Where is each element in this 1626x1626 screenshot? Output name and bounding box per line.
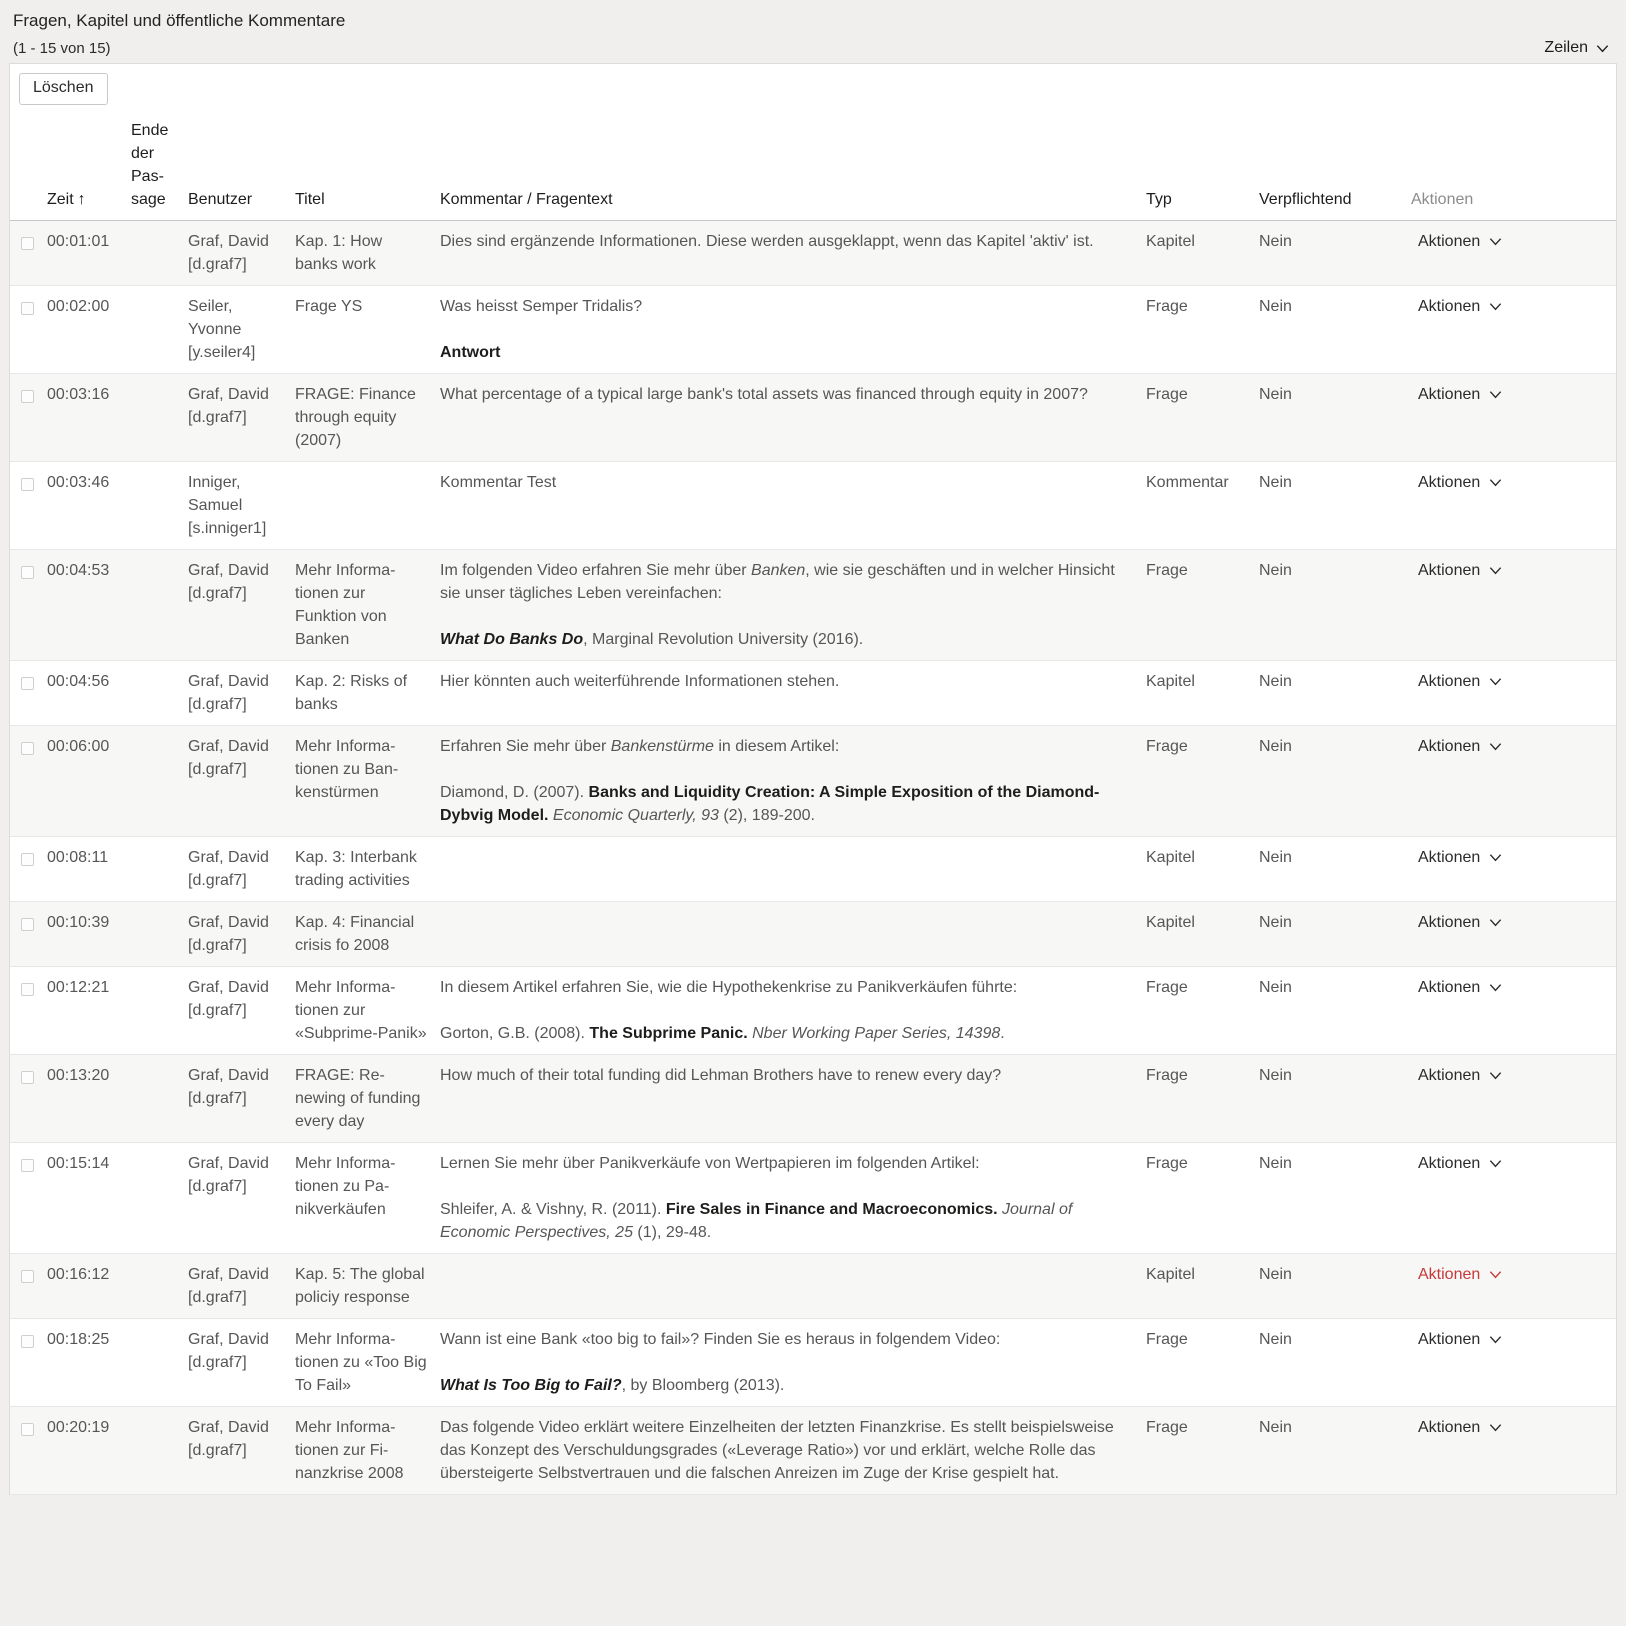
row-checkbox[interactable] [21,478,34,491]
comment-segment: What Do Banks Do [440,631,584,648]
row-select-cell [10,1416,47,1485]
cell-verpflichtend: Nein [1259,914,1292,931]
sort-asc-icon: ↑ [77,191,86,208]
cell-verpflichtend: Nein [1259,298,1292,315]
comment-segment: Banks and Liquidity Creation: A Simple Exposition of the Diamond-Dybvig Model. [440,784,1100,824]
cell-kommentar [440,735,1146,827]
row-checkbox[interactable] [21,677,34,690]
comment-segment: Nber Working Paper Series, 14398 [752,1025,1001,1042]
cell-ende-der-passage [131,295,188,364]
cell-titel: Kap. 4: Financial crisis fo 2008 [295,914,415,954]
comment-paragraph [440,735,1128,758]
chevron-down-icon [1488,850,1503,865]
table-row [10,661,1616,726]
comment-segment: Journal of Economic Perspectives, 25 [440,1201,1073,1241]
row-checkbox[interactable] [21,1159,34,1172]
comment-segment: What Is Too Big to Fail? [440,1377,622,1394]
table-row [10,1319,1616,1407]
table-row [10,1055,1616,1143]
row-checkbox[interactable] [21,1335,34,1348]
row-aktionen-button[interactable]: Aktionen [1418,1152,1503,1175]
cell-titel: Mehr Informationen zu «Too Big To Fail» [295,1331,427,1394]
cell-zeit: 00:13:20 [47,1067,110,1084]
header-aktionen: Aktionen [1411,191,1474,208]
comment-segment: Wann ist eine Bank «too big to fail»? Finden Sie es heraus in folgendem Video: [440,1331,1001,1348]
cell-typ: Frage [1146,386,1188,403]
comment-segment: Gorton, G.B. (2008). [440,1025,590,1042]
cell-verpflichtend: Nein [1259,673,1292,690]
table-row [10,221,1616,286]
comment-paragraph [440,295,1128,318]
comment-segment: Bankenstürme [610,738,714,755]
chevron-down-icon [1488,475,1503,490]
cell-kommentar [440,976,1146,1045]
cell-aktionen [1406,846,1616,892]
cell-typ: Kapitel [1146,673,1195,690]
page-title: Fragen, Kapitel und öffentliche Kommentare [13,11,346,30]
cell-titel: Kap. 2: Risks of banks [295,673,408,713]
comment-segment: Fire Sales in Finance and Macroeconomics. [665,1201,998,1218]
delete-button[interactable]: Löschen [19,73,108,105]
cell-kommentar [440,383,1146,452]
comment-paragraph [440,1064,1128,1087]
chevron-down-icon [1488,980,1503,995]
table-row [10,967,1616,1055]
table-header-row [10,119,1616,221]
comment-segment: Diamond, D. (2007). [440,784,589,801]
table-row [10,550,1616,661]
comment-paragraph [440,1374,1128,1397]
chevron-down-icon [1488,1332,1503,1347]
result-count: (1 - 15 von 15) [13,40,111,57]
cell-zeit: 00:15:14 [47,1155,110,1172]
comment-paragraph [440,1198,1128,1244]
cell-benutzer: Graf, David [d.graf7] [188,233,269,273]
cell-kommentar [440,295,1146,364]
cell-zeit: 00:12:21 [47,979,110,996]
rows-per-page-control[interactable] [1544,39,1610,57]
comment-paragraph [440,1328,1128,1351]
cell-benutzer: Graf, David [d.graf7] [188,914,269,954]
table-toolbar [10,64,1616,105]
cell-aktionen [1406,911,1616,957]
cell-verpflichtend: Nein [1259,233,1292,250]
cell-typ: Kapitel [1146,233,1195,250]
header-select [10,207,47,211]
cell-aktionen [1406,976,1616,1045]
row-aktionen-button[interactable]: Aktionen [1418,911,1503,934]
table-row [10,837,1616,902]
cell-ende-der-passage [131,1064,188,1133]
row-checkbox[interactable] [21,390,34,403]
cell-aktionen [1406,1152,1616,1244]
cell-titel: Kap. 3: Interbank trading activities [295,849,417,889]
row-checkbox[interactable] [21,1423,34,1436]
cell-titel: Kap. 1: How banks work [295,233,383,273]
cell-verpflichtend: Nein [1259,1266,1292,1283]
row-select-cell [10,735,47,827]
row-aktionen-button[interactable]: Aktionen [1418,230,1503,253]
chevron-down-icon [1488,739,1503,754]
cell-titel: FRAGE: Finance through equity (2007) [295,386,416,449]
cell-benutzer: Graf, David [d.graf7] [188,1067,269,1107]
row-aktionen-button[interactable]: Aktionen [1418,846,1503,869]
chevron-down-icon [1488,674,1503,689]
cell-ende-der-passage [131,1328,188,1397]
cell-typ: Frage [1146,1419,1188,1436]
cell-ende-der-passage [131,911,188,957]
cell-aktionen [1406,735,1616,827]
table-row [10,286,1616,374]
row-aktionen-button[interactable]: Aktionen [1418,1328,1503,1351]
row-checkbox[interactable] [21,302,34,315]
cell-aktionen [1406,230,1616,276]
cell-zeit: 00:03:16 [47,386,110,403]
cell-benutzer: Graf, David [d.graf7] [188,562,269,602]
cell-titel: Mehr Informationen zu Panikverkäufen [295,1155,396,1218]
row-aktionen-button[interactable]: Aktionen [1418,295,1503,318]
cell-zeit: 00:16:12 [47,1266,110,1283]
cell-ende-der-passage [131,976,188,1045]
table-row [10,462,1616,550]
chevron-down-icon [1488,387,1503,402]
chevron-down-icon [1488,1267,1503,1282]
cell-benutzer: Graf, David [d.graf7] [188,1155,269,1195]
table-body [10,221,1616,1495]
comment-segment: Kommentar Test [440,474,557,491]
cell-kommentar [440,1416,1146,1485]
cell-verpflichtend: Nein [1259,738,1292,755]
comment-segment: in diesem Artikel: [713,738,840,755]
table-row [10,726,1616,837]
cell-zeit: 00:20:19 [47,1419,110,1436]
row-select-cell [10,383,47,452]
cell-titel: Frage YS [295,298,363,315]
cell-typ: Frage [1146,562,1188,579]
chevron-down-icon [1488,1420,1503,1435]
comment-paragraph [440,230,1128,253]
cell-zeit: 00:04:53 [47,562,110,579]
comment-segment: Shleifer, A. & Vishny, R. (2011). [440,1201,666,1218]
cell-aktionen [1406,383,1616,452]
comment-segment: What percentage of a typical large bank's total assets was financed through equity in 2007? [440,386,1088,403]
chevron-down-icon [1488,915,1503,930]
comment-paragraph [440,781,1128,827]
comment-paragraph [440,471,1128,494]
row-aktionen-button[interactable]: Aktionen [1418,383,1503,406]
header-verpflichtend: Verpflichtend [1259,191,1352,208]
cell-titel: Mehr Informationen zu Bankenstürmen [295,738,399,801]
chevron-down-icon [1595,41,1610,56]
cell-ende-der-passage [131,1416,188,1485]
row-aktionen-button[interactable]: Aktionen [1418,559,1503,582]
cell-zeit: 00:01:01 [47,233,110,250]
cell-verpflichtend: Nein [1259,474,1292,491]
header-titel: Titel [295,191,325,208]
cell-zeit: 00:02:00 [47,298,110,315]
header-ende-der-passage: Ende der Passage [131,122,169,208]
cell-benutzer: Graf, David [d.graf7] [188,1331,269,1371]
row-aktionen-button[interactable]: Aktionen [1418,471,1503,494]
comment-paragraph [440,628,1128,651]
cell-ende-der-passage [131,471,188,540]
cell-typ: Frage [1146,1155,1188,1172]
row-aktionen-button[interactable]: Aktionen [1418,976,1503,999]
cell-aktionen [1406,559,1616,651]
cell-ende-der-passage [131,670,188,716]
cell-aktionen [1406,295,1616,364]
comment-segment: The Subprime Panic. [589,1025,748,1042]
comment-segment: , by Bloomberg (2013). [621,1377,785,1394]
cell-kommentar [440,846,1146,892]
row-checkbox[interactable] [21,1270,34,1283]
row-checkbox[interactable] [21,918,34,931]
comment-segment: . [1000,1025,1005,1042]
chevron-down-icon [1488,563,1503,578]
cell-zeit: 00:04:56 [47,673,110,690]
chevron-down-icon [1488,1156,1503,1171]
rows-control-label: Zeilen [1544,39,1588,56]
cell-kommentar [440,670,1146,716]
table-row [10,1254,1616,1319]
cell-kommentar [440,559,1146,651]
chevron-down-icon [1488,234,1503,249]
row-checkbox[interactable] [21,853,34,866]
row-checkbox[interactable] [21,1071,34,1084]
comment-segment: (1), 29-48. [632,1224,712,1241]
comment-segment: , Marginal Revolution University (2016). [583,631,864,648]
cell-verpflichtend: Nein [1259,1155,1292,1172]
page-header [0,0,1626,63]
comment-segment: In diesem Artikel erfahren Sie, wie die Hypothekenkrise zu Panikverkäufen führte: [440,979,1018,996]
cell-benutzer: Graf, David [d.graf7] [188,849,269,889]
comment-segment: Antwort [440,344,501,361]
comment-paragraph [440,383,1128,406]
comment-segment: Lernen Sie mehr über Panikverkäufe von Wertpapieren im folgenden Artikel: [440,1155,980,1172]
cell-zeit: 00:08:11 [47,849,109,866]
header-benutzer: Benutzer [188,191,253,208]
cell-kommentar [440,230,1146,276]
cell-typ: Frage [1146,1067,1188,1084]
row-select-cell [10,976,47,1045]
row-select-cell [10,471,47,540]
header-kommentar: Kommentar / Fragentext [440,191,613,208]
comment-segment: Im folgenden Video erfahren Sie mehr über [440,562,752,579]
cell-typ: Kommentar [1146,474,1229,491]
table-row [10,902,1616,967]
cell-zeit: 00:18:25 [47,1331,110,1348]
cell-verpflichtend: Nein [1259,1067,1292,1084]
comment-segment: , wie sie geschäften und in welcher Hinsicht sie unser tägliches Leben vereinfachen: [440,562,1115,602]
cell-kommentar [440,1328,1146,1397]
chevron-down-icon [1488,299,1503,314]
cell-ende-der-passage [131,383,188,452]
cell-aktionen [1406,1328,1616,1397]
cell-typ: Frage [1146,298,1188,315]
row-select-cell [10,846,47,892]
header-typ: Typ [1146,191,1172,208]
cell-verpflichtend: Nein [1259,1419,1292,1436]
cell-kommentar [440,471,1146,540]
cell-benutzer: Seiler, Yvonne [y.seiler4] [188,298,256,361]
cell-verpflichtend: Nein [1259,979,1292,996]
table-row [10,1143,1616,1254]
cell-aktionen [1406,1064,1616,1133]
table-row [10,374,1616,462]
cell-benutzer: Graf, David [d.graf7] [188,738,269,778]
cell-aktionen [1406,1416,1616,1485]
comment-segment: Economic Quarterly, 93 [552,807,719,824]
cell-titel: Mehr Informationen zur Funktion von Banken [295,562,396,648]
row-checkbox[interactable] [21,237,34,250]
cell-benutzer: Graf, David [d.graf7] [188,1266,269,1306]
comment-paragraph [440,1416,1128,1485]
row-select-cell [10,1328,47,1397]
row-aktionen-button[interactable]: Aktionen [1418,1064,1503,1087]
comment-paragraph [440,670,1128,693]
cell-typ: Kapitel [1146,914,1195,931]
row-select-cell [10,559,47,651]
comment-segment: Was heisst Semper Tridalis? [440,298,643,315]
cell-ende-der-passage [131,1263,188,1309]
row-checkbox[interactable] [21,742,34,755]
cell-ende-der-passage [131,230,188,276]
cell-titel: Mehr Informationen zur «Subprime-Panik» [295,979,427,1042]
cell-typ: Frage [1146,1331,1188,1348]
cell-titel [295,471,440,540]
cell-ende-der-passage [131,1152,188,1244]
comment-paragraph [440,559,1128,605]
row-select-cell [10,670,47,716]
cell-benutzer: Graf, David [d.graf7] [188,979,269,1019]
row-select-cell [10,1152,47,1244]
cell-benutzer: Graf, David [d.graf7] [188,386,269,426]
cell-zeit: 00:10:39 [47,914,110,931]
cell-typ: Kapitel [1146,849,1195,866]
cell-titel: FRAGE: Renewing of funding every day [295,1067,421,1130]
row-select-cell [10,230,47,276]
row-select-cell [10,911,47,957]
cell-ende-der-passage [131,846,188,892]
cell-benutzer: Graf, David [d.graf7] [188,1419,269,1459]
cell-ende-der-passage [131,735,188,827]
comment-segment: Das folgende Video erklärt weitere Einzelheiten der letzten Finanzkrise. Es stellt beispielsweise das Konzept des Verschuldungsgrades («Leverage Ratio») vor und erklärt, welche Rolle das übersteigerte Selbstvertrauen und die falschen Anreizen im Zuge der Krise gespielt hat. [440,1419,1114,1482]
row-aktionen-button[interactable]: Aktionen [1418,1416,1503,1439]
cell-aktionen [1406,670,1616,716]
chevron-down-icon [1488,1068,1503,1083]
cell-verpflichtend: Nein [1259,386,1292,403]
comment-segment: How much of their total funding did Lehman Brothers have to renew every day? [440,1067,1002,1084]
cell-titel: Mehr Informationen zur Finanzkrise 2008 [295,1419,404,1482]
comment-paragraph [440,976,1128,999]
comment-segment: Banken [751,562,806,579]
header-zeit[interactable]: Zeit ↑ [47,191,86,208]
cell-ende-der-passage [131,559,188,651]
cell-verpflichtend: Nein [1259,562,1292,579]
cell-typ: Frage [1146,738,1188,755]
cell-verpflichtend: Nein [1259,849,1292,866]
row-aktionen-button[interactable]: Aktionen [1418,735,1503,758]
cell-titel: Kap. 5: The global policiy response [295,1266,425,1306]
comment-segment: Erfahren Sie mehr über [440,738,611,755]
comment-segment: Dies sind ergänzende Informationen. Diese werden ausgeklappt, wenn das Kapitel 'aktiv' ist. [440,233,1094,250]
cell-typ: Frage [1146,979,1188,996]
comment-paragraph [440,1152,1128,1175]
cell-aktionen [1406,471,1616,540]
cell-zeit: 00:06:00 [47,738,110,755]
table-row [10,1407,1616,1495]
row-checkbox[interactable] [21,566,34,579]
cell-verpflichtend: Nein [1259,1331,1292,1348]
comment-segment: Hier könnten auch weiterführende Informationen stehen. [440,673,840,690]
comment-paragraph [440,341,1128,364]
cell-kommentar [440,1064,1146,1133]
row-aktionen-button[interactable]: Aktionen [1418,670,1503,693]
cell-zeit: 00:03:46 [47,474,110,491]
row-select-cell [10,295,47,364]
row-select-cell [10,1263,47,1309]
cell-aktionen [1406,1263,1616,1309]
cell-benutzer: Inniger, Samuel [s.inniger1] [188,474,267,537]
comment-paragraph [440,1022,1128,1045]
row-checkbox[interactable] [21,983,34,996]
cell-kommentar [440,1152,1146,1244]
cell-kommentar [440,911,1146,957]
row-select-cell [10,1064,47,1133]
comments-table-panel [9,63,1617,1495]
cell-typ: Kapitel [1146,1266,1195,1283]
comment-segment: (2), 189-200. [718,807,815,824]
row-aktionen-button[interactable]: Aktionen [1418,1263,1503,1286]
cell-benutzer: Graf, David [d.graf7] [188,673,269,713]
cell-kommentar [440,1263,1146,1309]
